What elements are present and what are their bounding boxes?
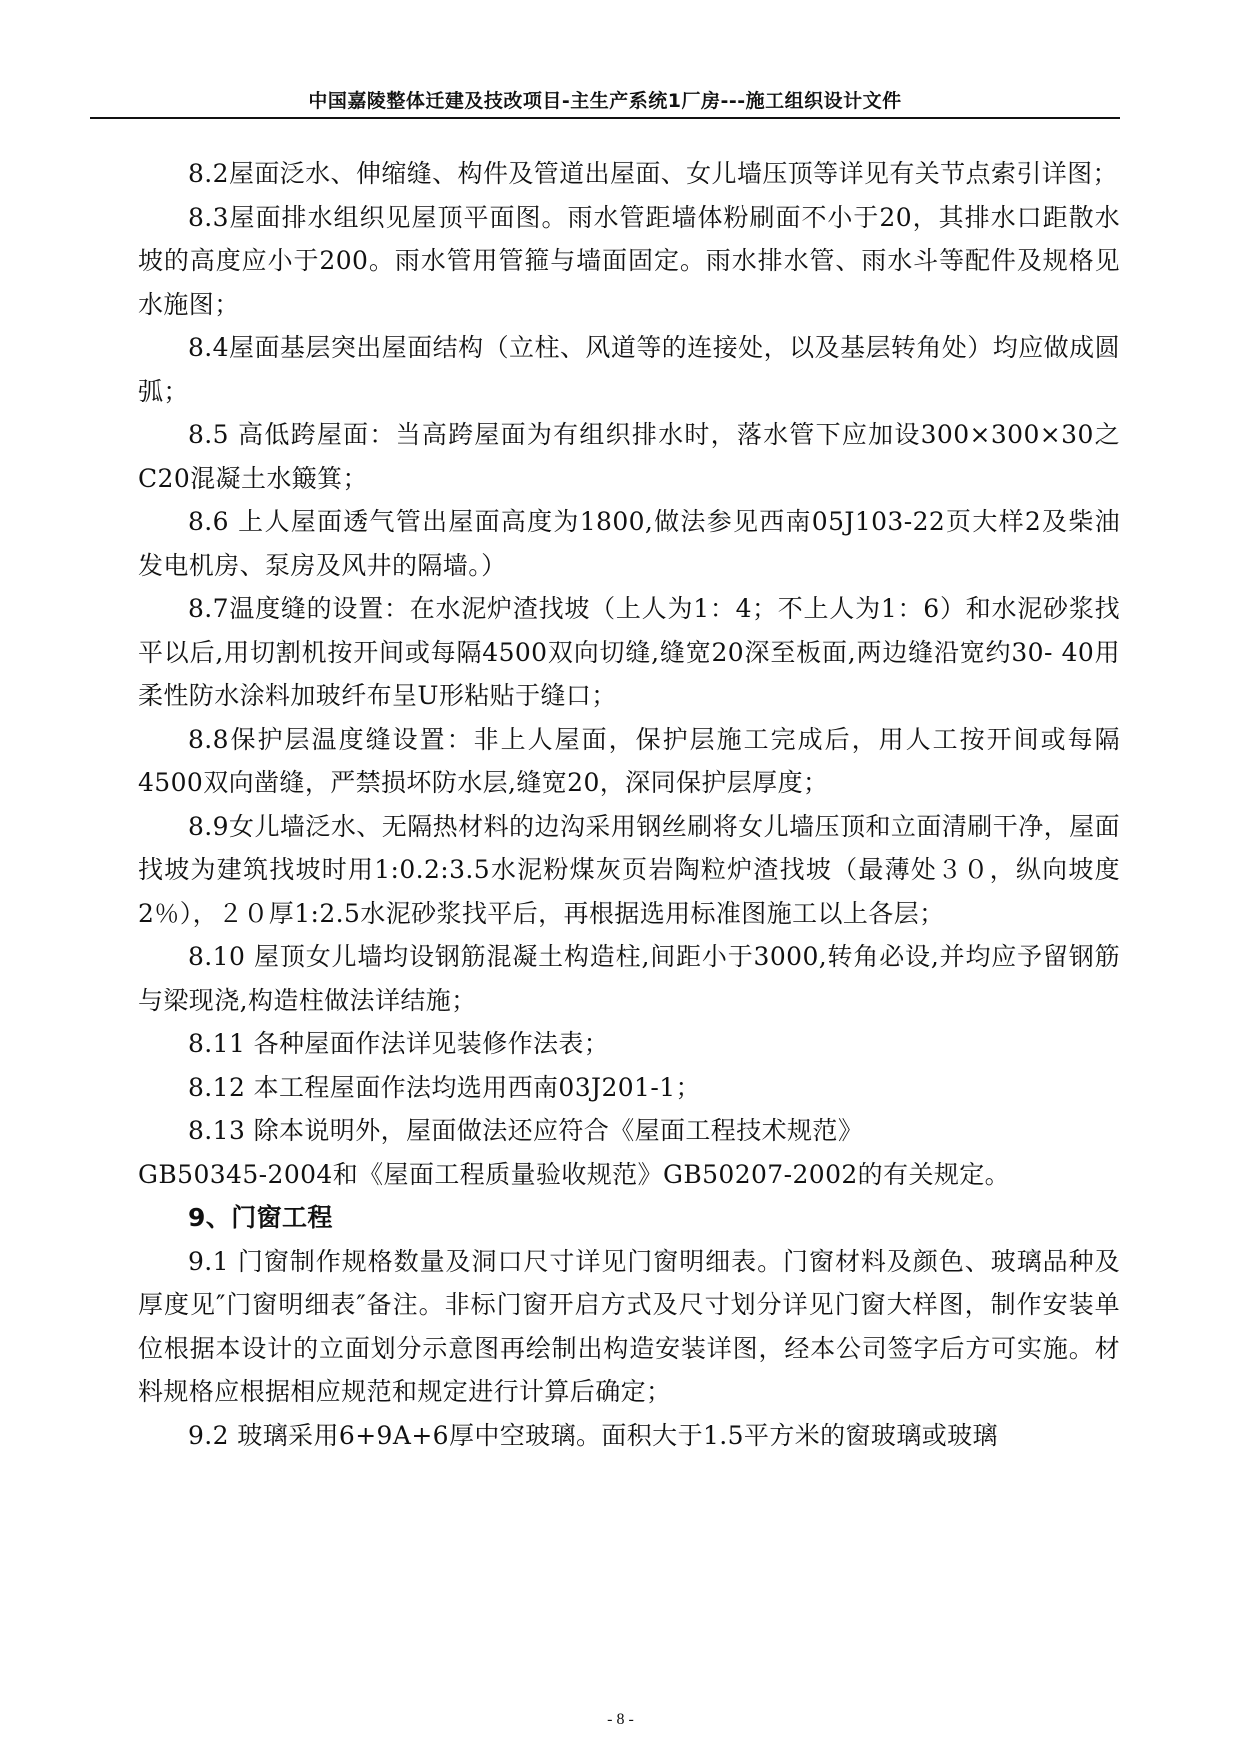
paragraph-8-3: 8.3屋面排水组织见屋顶平面图。雨水管距墙体粉刷面不小于20，其排水口距散水坡的高度应小于200。雨水管用管箍与墙面固定。雨水排水管、雨水斗等配件及规格见水施图； bbox=[138, 202, 1120, 319]
paragraph-9-1: 9.1 门窗制作规格数量及洞口尺寸详见门窗明细表。门窗材料及颜色、玻璃品种及厚度见″门窗明细表″备注。非标门窗开启方式及尺寸划分详见门窗大样图，制作安装单位根据本设计的立面划分示意图再绘制出构造安装详图，经本公司签字后方可实施。材料规格应根据相应规范和规定进行计算后确定； bbox=[138, 1246, 1120, 1406]
paragraph-8-4: 8.4屋面基层突出屋面结构（立柱、风道等的连接处，以及基层转角处）均应做成圆弧； bbox=[138, 333, 1120, 406]
paragraph-8-8: 8.8保护层温度缝设置：非上人屋面，保护层施工完成后，用人工按开间或每隔4500双向凿缝，严禁损坏防水层,缝宽20，深同保护层厚度； bbox=[138, 724, 1120, 797]
paragraph-8-6: 8.6 上人屋面透气管出屋面高度为1800,做法参见西南05J103-22页大样2及柴油发电机房、泵房及风井的隔墙。） bbox=[138, 507, 1120, 580]
section-heading-9: 9、门窗工程 bbox=[188, 1203, 333, 1232]
paragraph-8-10: 8.10 屋顶女儿墙均设钢筋混凝土构造柱,间距小于3000,转角必设,并均应予留钢筋与梁现浇,构造柱做法详结施； bbox=[138, 942, 1120, 1015]
document-body bbox=[138, 152, 1120, 1457]
paragraph-9-2: 9.2 玻璃采用6+9A+6厚中空玻璃。面积大于1.5平方米的窗玻璃或玻璃 bbox=[188, 1420, 998, 1450]
paragraph-8-13-line2: GB50345-2004和《屋面工程质量验收规范》GB50207-2002的有关规定。 bbox=[138, 1159, 1011, 1189]
paragraph-8-9: 8.9女儿墙泛水、无隔热材料的边沟采用钢丝刷将女儿墙压顶和立面清刷干净，屋面找坡为建筑找坡时用1:0.2:3.5水泥粉煤灰页岩陶粒炉渣找坡（最薄处３０，纵向坡度2％），２０厚1:2.5水泥砂浆找平后，再根据选用标准图施工以上各层； bbox=[138, 811, 1120, 928]
document-header: 中国嘉陵整体迁建及技改项目-主生产系统1厂房---施工组织设计文件 bbox=[308, 90, 902, 112]
paragraph-8-12: 8.12 本工程屋面作法均选用西南03J201-1； bbox=[188, 1072, 701, 1102]
paragraph-8-13-line1: 8.13 除本说明外，屋面做法还应符合《屋面工程技术规范》 bbox=[188, 1116, 864, 1145]
page-number: - 8 - bbox=[607, 1711, 634, 1728]
paragraph-8-2: 8.2屋面泛水、伸缩缝、构件及管道出屋面、女儿墙压顶等详见有关节点索引详图； bbox=[188, 159, 1118, 188]
header-rule bbox=[90, 117, 1120, 119]
paragraph-8-5: 8.5 高低跨屋面：当高跨屋面为有组织排水时，落水管下应加设300×300×30之C20混凝土水簸箕； bbox=[138, 420, 1120, 493]
paragraph-8-7: 8.7温度缝的设置：在水泥炉渣找坡（上人为1：4；不上人为1：6）和水泥砂浆找平以后,用切割机按开间或每隔4500双向切缝,缝宽20深至板面,两边缝沿宽约30- 40用柔性防水涂料加玻纤布呈U形粘贴于缝口； bbox=[138, 594, 1120, 710]
paragraph-8-13 bbox=[138, 1109, 1120, 1196]
paragraph-8-11: 8.11 各种屋面作法详见装修作法表； bbox=[188, 1029, 610, 1058]
